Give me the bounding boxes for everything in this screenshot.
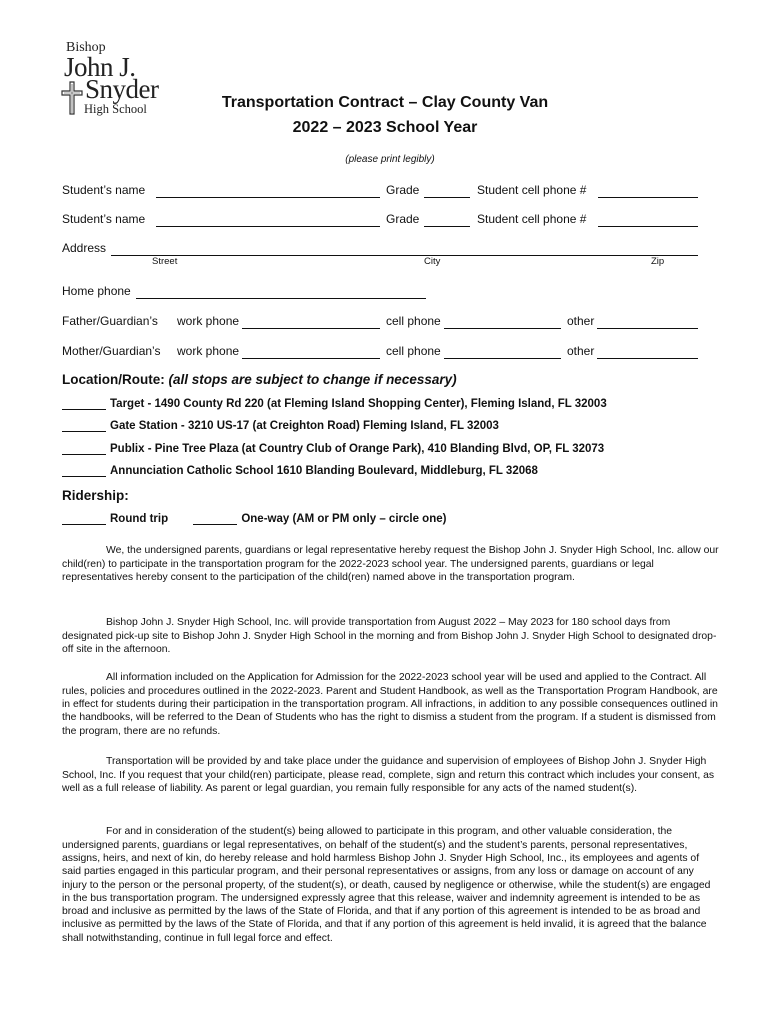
student-name-field[interactable]	[156, 225, 380, 227]
route-text: Publix - Pine Tree Plaza (at Country Club of Orange Park), 410 Blanding Blvd, OP, FL 32073	[110, 443, 605, 455]
student-cell-field[interactable]	[598, 225, 698, 227]
father-other-field[interactable]	[597, 327, 698, 329]
mother-cell-phone-label: cell phone	[386, 344, 441, 358]
mother-other-field[interactable]	[597, 357, 698, 359]
city-caption: City	[424, 256, 441, 267]
route-checkbox-publix[interactable]	[62, 443, 106, 455]
print-legibly-note: (please print legibly)	[345, 154, 435, 165]
service-paragraph: Bishop John J. Snyder High School, Inc. will provide transportation from August 2022 – May 2023 for 180 school days from designated pick-up site to Bishop John J. Snyder High School in the morning and from Bishop John J. Snyder High School to designated drop-off site in the afternoon.	[62, 617, 717, 655]
rules-paragraph: All information included on the Application for Admission for the 2022-2023 school year will be used and applied to the Contract. All rules, policies and procedures outlined in the 2022-2023. Parent and Student Handbook, as well as the Transportation Program Handbook, are in effect for students during their participation in the transportation program. All infractions, in addition to any possible consequences outlined in the handbooks, will be referred to the Dean of Students who has the right to dismiss a student from the program. If a student is dismissed from the program, there are no refunds.	[62, 672, 718, 737]
logo-line-1: Bishop	[66, 40, 106, 55]
father-work-phone-label: work phone	[177, 314, 240, 328]
ridership-heading: Ridership:	[62, 488, 129, 503]
zip-caption: Zip	[651, 256, 665, 267]
location-route-note: (all stops are subject to change if necessary)	[168, 372, 457, 387]
consent-paragraph: We, the undersigned parents, guardians or legal representative hereby request the Bishop John J. Snyder High School, Inc. allow our child(ren) to participate in the transportation program for the 2022-2023 school year. The undersigned parents, guardians or legal representatives hereby consent to the participation of the child(ren) named above in the transportation program.	[62, 545, 719, 583]
father-label: Father/Guardian’s	[62, 314, 158, 328]
grade-field[interactable]	[424, 196, 470, 198]
address-field[interactable]	[111, 254, 698, 256]
student-name-label: Student’s name	[62, 183, 146, 197]
student-cell-label: Student cell phone #	[477, 183, 587, 197]
route-option-annunciation	[62, 465, 538, 477]
father-other-label: other	[567, 314, 595, 328]
grade-label: Grade	[386, 212, 420, 226]
mother-label: Mother/Guardian’s	[62, 344, 161, 358]
student-cell-label: Student cell phone #	[477, 212, 587, 226]
supervision-paragraph: Transportation will be provided by and take place under the guidance and supervision of employees of Bishop John J. Snyder High School, Inc. If you request that your child(ren) participate, please read, complete, sign and return this contract which includes your consent, as well as a full release of liability. As parent or legal guardian, you remain fully responsible for any acts of the named student(s).	[62, 756, 715, 794]
route-checkbox-target[interactable]	[62, 398, 106, 410]
route-option-publix	[62, 443, 604, 455]
ridership-options	[62, 513, 446, 525]
student-name-field[interactable]	[156, 196, 380, 198]
round-trip-checkbox[interactable]	[62, 513, 106, 525]
route-text: Target - 1490 County Rd 220 (at Fleming Island Shopping Center), Fleming Island, FL 32003	[110, 398, 607, 410]
one-way-checkbox[interactable]	[193, 513, 237, 525]
one-way-label: One-way (AM or PM only – circle one)	[241, 513, 447, 525]
father-cell-phone-label: cell phone	[386, 314, 441, 328]
route-checkbox-gate-station[interactable]	[62, 420, 106, 432]
route-option-target	[62, 398, 607, 410]
mother-work-phone-field[interactable]	[242, 357, 380, 359]
grade-label: Grade	[386, 183, 420, 197]
mother-other-label: other	[567, 344, 595, 358]
round-trip-label: Round trip	[110, 513, 169, 525]
logo-line-3: Snyder	[85, 74, 159, 104]
grade-field[interactable]	[424, 225, 470, 227]
route-text: Gate Station - 3210 US-17 (at Creighton Road) Fleming Island, FL 32003	[110, 420, 499, 432]
father-work-phone-field[interactable]	[242, 327, 380, 329]
home-phone-field[interactable]	[136, 297, 426, 299]
logo-line-4: High School	[84, 102, 147, 116]
mother-cell-phone-field[interactable]	[444, 357, 561, 359]
mother-work-phone-label: work phone	[177, 344, 240, 358]
father-cell-phone-field[interactable]	[444, 327, 561, 329]
route-option-gate-station	[62, 420, 499, 432]
route-text: Annunciation Catholic School 1610 Blanding Boulevard, Middleburg, FL 32068	[110, 465, 538, 477]
student-cell-field[interactable]	[598, 196, 698, 198]
logo-line-2: John J.	[64, 52, 136, 82]
release-paragraph: For and in consideration of the student(s) being allowed to participate in this program, and other valuable consideration, the undersigned parents, guardians or legal representatives, on behalf of the student(s) and the student’s parents, personal representatives, assigns, heirs, and next of kin, do hereby release and hold harmless Bishop John J. Snyder High School, Inc., its employees and agents of said parties engaged in this particular program, and their personal representatives or assigns, from any loss or damage on account of any injury to the person or the personal property, of the student(s), or death, caused by negligence or otherwise, while the student(s) are engaged in the bus transportation program. The undersigned expressly agree that this release, waiver and indemnity agreement is intended to be as broad and inclusive as permitted by the laws of the State of Florida, and that if any portion of this agreement is intended to be as broad and inclusive as permitted by the laws of the State of Florida, and that if any portion of this agreement is held invalid, it is agreed that the balance shall notwithstanding, continue in full legal force and effect.	[62, 826, 711, 944]
student-name-label: Student’s name	[62, 212, 146, 226]
document-title: Transportation Contract – Clay County Van	[221, 94, 549, 111]
home-phone-label: Home phone	[62, 284, 131, 298]
address-label: Address	[62, 241, 107, 255]
street-caption: Street	[152, 256, 178, 267]
location-route-heading	[62, 372, 457, 387]
document-subtitle: 2022 – 2023 School Year	[292, 119, 478, 136]
route-checkbox-annunciation[interactable]	[62, 465, 106, 477]
location-route-label: Location/Route:	[62, 372, 165, 387]
